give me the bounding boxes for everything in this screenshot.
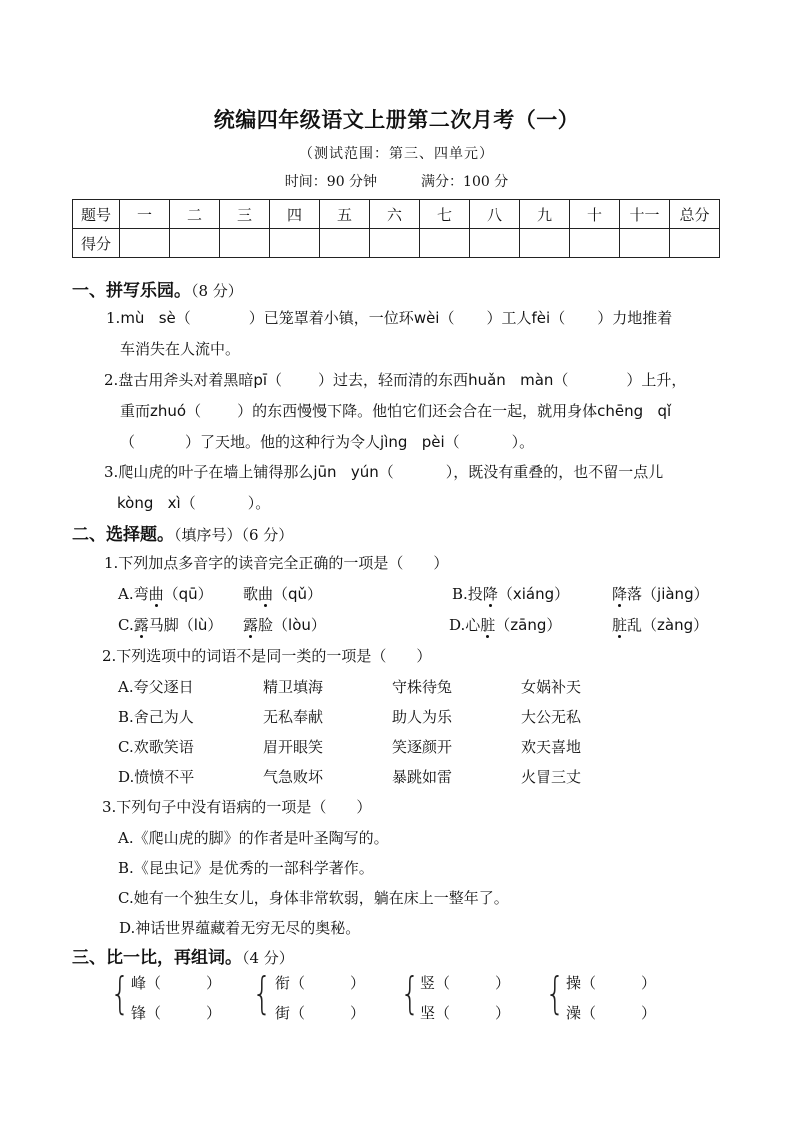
text: 投: [467, 585, 483, 603]
column-header: 十一: [620, 200, 670, 229]
text: ）的东西慢慢下降。他怕它们还会合在一起，就用身体: [237, 402, 598, 420]
s2-q2-stem: 2.下列选项中的词语不是同一类的一项是（ ）: [102, 647, 432, 665]
score-cell[interactable]: [170, 229, 220, 258]
exam-scope: （测试范围：第三、四单元）: [299, 146, 494, 162]
option-label: B.: [452, 585, 468, 603]
section-3-heading: [72, 943, 294, 968]
score-cell[interactable]: [470, 229, 520, 258]
section-title: 一、拼写乐园。: [72, 281, 191, 301]
s2-q1-option-c-word2: [243, 614, 326, 635]
text: 弯: [133, 585, 149, 603]
dotted-char: 露: [133, 616, 149, 634]
dotted-char: 脏: [480, 616, 496, 634]
idiom: 火冒三丈: [521, 768, 582, 786]
text: ），既没有重叠的，也不留一点儿: [445, 463, 664, 481]
section-points: （8 分）: [191, 282, 243, 300]
pinyin: wèi: [413, 309, 440, 327]
section-1-heading: [72, 276, 243, 301]
idiom: 眉开眼笑: [263, 738, 324, 756]
left-brace-icon: {: [252, 968, 272, 1019]
score-table: [72, 199, 720, 258]
pinyin: chēng qǐ: [597, 402, 672, 420]
s2-q2-option-b[interactable]: B.舍己为人: [118, 708, 194, 726]
section-2-heading: [72, 520, 293, 545]
pinyin: （xiáng）: [497, 585, 570, 603]
compare-word-top[interactable]: 操（ ）: [566, 974, 657, 992]
pinyin: （qǔ）: [273, 585, 323, 603]
column-header: 五: [320, 200, 370, 229]
s2-q1-option-d-word2: [612, 614, 708, 635]
dotted-char: 降: [612, 585, 628, 603]
question-number: 1.: [106, 309, 121, 327]
pinyin: kòng xì: [117, 494, 181, 512]
text: 盘古用斧头对着黑暗: [118, 371, 254, 389]
left-brace-icon: {: [110, 968, 130, 1019]
s2-q1-option-c[interactable]: [118, 614, 222, 635]
exam-full-score: 满分：100 分: [421, 174, 509, 190]
compare-word-top[interactable]: 竖（ ）: [420, 974, 511, 992]
s1-q3-line1: 3.爬山虎的叶子在墙上铺得那么jūn yún（ ），既没有重叠的，也不留一点儿: [104, 463, 664, 481]
compare-word-bottom[interactable]: 锋（ ）: [131, 1004, 222, 1022]
s2-q3-option-a[interactable]: A.《爬山虎的脚》的作者是叶圣陶写的。: [118, 829, 389, 847]
pinyin: jūn yún: [313, 463, 379, 481]
idiom: 女娲补天: [521, 678, 582, 696]
s2-q1-option-b-word2: [612, 583, 709, 604]
column-header: 十: [570, 200, 620, 229]
s1-q2-line3: （ ）了天地。他的这种行为令人jìng pèi（ ）。: [120, 433, 535, 451]
idiom: 暴跳如雷: [392, 768, 453, 786]
text: 落: [627, 585, 643, 603]
question-number-row: [73, 200, 720, 229]
score-cell[interactable]: [670, 229, 720, 258]
column-header: 三: [220, 200, 270, 229]
column-header: 八: [470, 200, 520, 229]
column-header: 七: [420, 200, 470, 229]
s1-q1-line2: 车消失在人流中。: [120, 340, 241, 358]
s2-q3-stem: 3.下列句子中没有语病的一项是（ ）: [102, 798, 372, 816]
compare-word-bottom[interactable]: 街（ ）: [275, 1004, 366, 1022]
pinyin: （jiàng）: [642, 585, 709, 603]
pinyin: （qū）: [163, 585, 213, 603]
pinyin: pī: [253, 371, 268, 389]
compare-word-bottom[interactable]: 澡（ ）: [566, 1004, 657, 1022]
text: 乱: [627, 616, 643, 634]
score-cell[interactable]: [520, 229, 570, 258]
s1-q1-line1: 1.mù sè（ ）已笼罩着小镇，一位环wèi（ ）工人fèi（ ）力地推着: [106, 309, 673, 327]
idiom: 笑逐颜开: [392, 738, 453, 756]
text: 马脚: [148, 616, 179, 634]
text: ）过去，轻而清的东西: [318, 371, 469, 389]
row-label: 题号: [73, 200, 120, 229]
dotted-char: 曲: [148, 585, 164, 603]
option-label: C.: [118, 616, 134, 634]
text: ）已笼罩着小镇，一位环: [248, 309, 414, 327]
pinyin: mù sè: [120, 309, 176, 327]
s2-q3-option-b[interactable]: B.《昆虫记》是优秀的一部科学著作。: [118, 859, 374, 877]
section-title: 二、选择题。: [72, 525, 174, 545]
column-header: 四: [270, 200, 320, 229]
compare-word-top[interactable]: 峰（ ）: [131, 974, 222, 992]
text: 心: [465, 616, 481, 634]
pinyin: fèi: [531, 309, 551, 327]
score-cell[interactable]: [570, 229, 620, 258]
s2-q3-option-c[interactable]: C.她有一个独生女儿，身体非常软弱，躺在床上一整年了。: [118, 889, 509, 907]
dotted-char: 露: [243, 616, 259, 634]
s1-q2-line2: 重而zhuó（ ）的东西慢慢下降。他怕它们还会合在一起，就用身体chēng qǐ: [120, 402, 672, 420]
exam-meta: [0, 171, 793, 191]
s2-q1-option-a[interactable]: [118, 583, 213, 604]
exam-time: 时间：90 分钟: [284, 174, 378, 190]
option-label: D.: [449, 616, 466, 634]
score-cell[interactable]: [370, 229, 420, 258]
dotted-char: 脏: [612, 616, 628, 634]
column-header: 二: [170, 200, 220, 229]
text: ）上升，: [626, 371, 687, 389]
text: ）力地推着: [597, 309, 673, 327]
question-number: 2.: [104, 371, 119, 389]
s2-q1-stem: 1.下列加点多音字的读音完全正确的一项是（ ）: [104, 554, 449, 572]
left-brace-icon: {: [545, 968, 565, 1019]
column-header: 六: [370, 200, 420, 229]
s2-q2-option-a[interactable]: A.夸父逐日: [118, 678, 194, 696]
text: 歌: [243, 585, 259, 603]
section-title: 三、比一比，再组词。: [72, 948, 242, 968]
score-cell[interactable]: [420, 229, 470, 258]
compare-word-top[interactable]: 衔（ ）: [275, 974, 366, 992]
column-header: 一: [120, 200, 170, 229]
s2-q1-option-d[interactable]: [449, 614, 561, 635]
text: 重而: [120, 402, 151, 420]
text: ）。: [511, 433, 535, 451]
score-cell[interactable]: [320, 229, 370, 258]
text: ）。: [247, 494, 271, 512]
score-cell[interactable]: [620, 229, 670, 258]
pinyin: jìng pèi: [380, 433, 445, 451]
s1-q2-line1: 2.盘古用斧头对着黑暗pī（ ）过去，轻而清的东西huǎn màn（ ）上升，: [104, 371, 687, 389]
pinyin: （lòu）: [273, 616, 326, 634]
pinyin: （lù）: [178, 616, 223, 634]
pinyin: （zāng）: [495, 616, 562, 634]
option-label: A.: [118, 585, 134, 603]
column-header: 九: [520, 200, 570, 229]
text: 脸: [258, 616, 274, 634]
s2-q2-option-d[interactable]: D.愤愤不平: [118, 768, 195, 786]
idiom: 欢天喜地: [521, 738, 582, 756]
idiom: 大公无私: [521, 708, 582, 726]
dotted-char: 降: [482, 585, 498, 603]
score-row: [73, 229, 720, 258]
idiom: 守株待兔: [392, 678, 453, 696]
idiom: 精卫填海: [263, 678, 324, 696]
exam-title: 统编四年级语文上册第二次月考（一）: [213, 108, 580, 132]
question-number: 3.: [104, 463, 119, 481]
pinyin: （zàng）: [642, 616, 709, 634]
score-cell[interactable]: [120, 229, 170, 258]
compare-word-bottom[interactable]: 坚（ ）: [420, 1004, 511, 1022]
s2-q1-option-b[interactable]: [452, 583, 569, 604]
row-label: 得分: [73, 229, 120, 258]
section-points: （填序号）（6 分）: [174, 526, 294, 544]
s2-q3-option-d[interactable]: D.神话世界蕴藏着无穷无尽的奥秘。: [119, 919, 361, 937]
s1-q3-line2: kòng xì（ ）。: [117, 494, 271, 512]
s2-q1-option-a-word2: [243, 583, 322, 604]
section-points: （4 分）: [242, 949, 294, 967]
column-header: 总分: [670, 200, 720, 229]
idiom: 气急败坏: [263, 768, 324, 786]
dotted-char: 曲: [258, 585, 274, 603]
pinyin: zhuó: [150, 402, 187, 420]
s2-q2-option-c[interactable]: C.欢歌笑语: [118, 738, 194, 756]
text: ）工人: [486, 309, 532, 327]
score-cell[interactable]: [270, 229, 320, 258]
pinyin: huǎn màn: [468, 371, 554, 389]
score-cell[interactable]: [220, 229, 270, 258]
left-brace-icon: {: [400, 968, 420, 1019]
text: 爬山虎的叶子在墙上铺得那么: [118, 463, 314, 481]
idiom: 助人为乐: [392, 708, 453, 726]
idiom: 无私奉献: [263, 708, 324, 726]
text: ）了天地。他的这种行为令人: [185, 433, 381, 451]
